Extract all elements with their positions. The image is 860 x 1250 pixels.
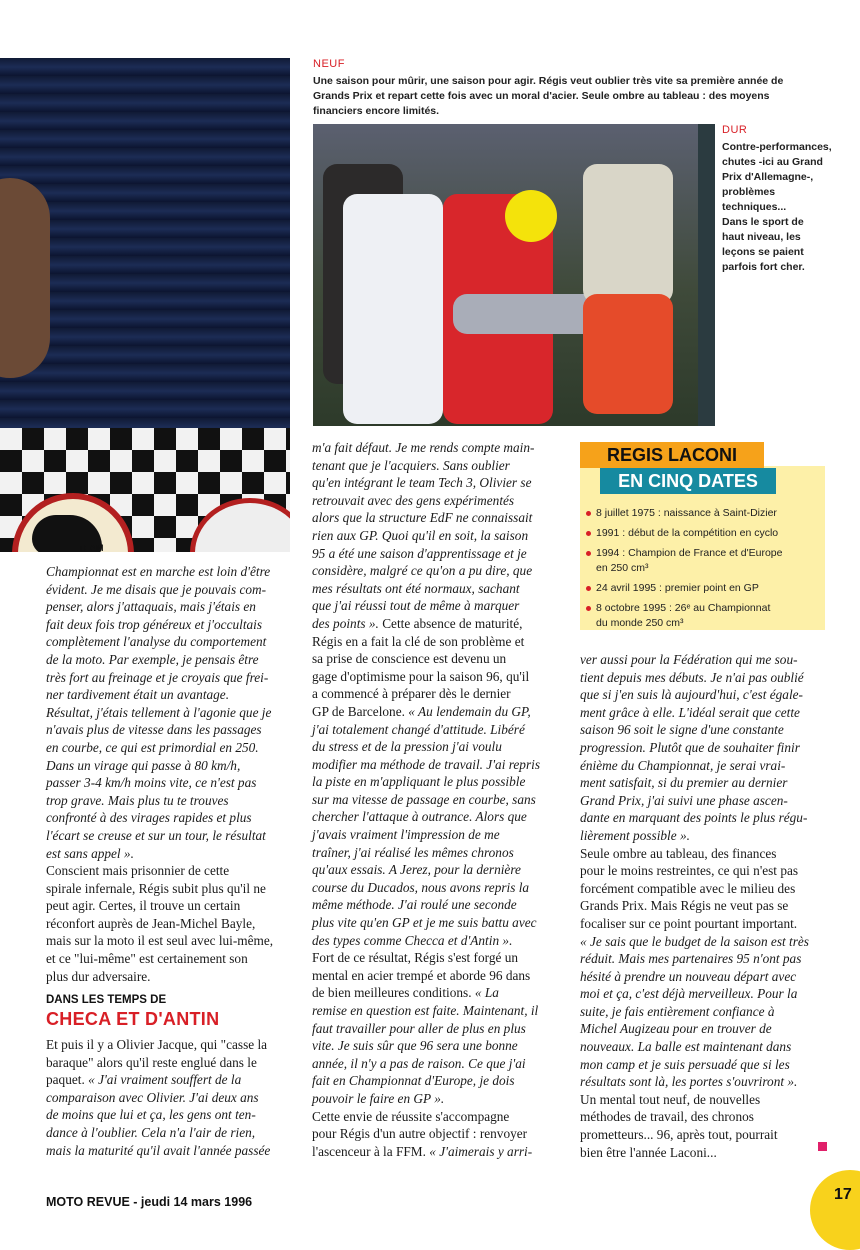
text-line	[312, 650, 561, 668]
text-segment: pour Régis d'un autre objectif : renvoyer	[312, 1126, 528, 1142]
text-segment: réconfort auprès de Jean-Michel Bayle,	[46, 915, 256, 931]
text-segment: évident. Je me disais que je pouvais com-	[46, 581, 267, 597]
caption-line: haut niveau, les	[722, 231, 801, 243]
text-line	[46, 774, 292, 792]
text-line	[312, 879, 561, 897]
caption-line: financiers encore limités.	[313, 105, 440, 117]
text-line	[312, 1108, 561, 1126]
caption-neuf-tag: NEUF	[313, 58, 345, 70]
text-segment: 95 a été une saison d'apprentissage et je	[312, 545, 527, 561]
text-line	[312, 1125, 561, 1143]
footer-publication: MOTO REVUE - jeudi 14 mars 1996	[46, 1195, 253, 1209]
dates-box-title-2: EN CINQ DATES	[600, 468, 776, 494]
text-segment: ner tardivement était un avantage.	[46, 687, 230, 703]
text-segment: Seule ombre au tableau, des finances	[580, 845, 777, 861]
medic-jacket	[583, 164, 673, 304]
text-line	[46, 809, 292, 827]
text-line	[312, 509, 561, 527]
caption-neuf-text	[313, 74, 813, 119]
text-segment: ment satisfait, si du premier au dernier	[580, 775, 788, 791]
caption-line: chutes -ici au Grand	[722, 156, 823, 168]
text-line	[46, 1071, 292, 1089]
text-segment: tenant que je l'acquiers. Sans oublier	[312, 457, 510, 473]
date-item-line: 1991 : début de la compétition en cyclo	[596, 527, 779, 539]
text-line	[46, 845, 292, 863]
text-line	[46, 897, 292, 915]
text-line	[312, 791, 561, 809]
text-line	[580, 1038, 828, 1056]
text-line	[580, 897, 828, 915]
text-segment: qu'aux essais. A Jerez, pour la dernière	[312, 862, 521, 878]
text-segment: spirale infernale, Régis subit plus qu'il ne	[46, 880, 266, 896]
subheading-title: CHECA ET D'ANTIN	[46, 1009, 220, 1029]
text-line	[580, 1056, 828, 1074]
text-segment: Dans un virage qui passe à 80 km/h,	[46, 757, 241, 773]
text-line	[312, 914, 561, 932]
text-line	[46, 616, 292, 634]
caption-line: Grands Prix et repart cette fois avec un moral d'acier. Seule ombre au tableau : des moyens	[313, 90, 770, 102]
date-item-line: en 250 cm³	[596, 562, 649, 574]
text-segment: plus dur adversaire.	[46, 968, 151, 984]
text-segment: passer 3-4 km/h moins vite, ce n'est pas	[46, 775, 257, 791]
text-line	[580, 721, 828, 739]
text-segment: considère, malgré ce qu'on a pu dire, que	[312, 563, 533, 579]
text-line	[46, 598, 292, 616]
text-line	[46, 581, 292, 599]
text-line	[580, 1020, 828, 1038]
text-line	[46, 1124, 292, 1142]
date-item-line: 8 juillet 1975 : naissance à Saint-Dizier	[596, 507, 777, 519]
text-line	[580, 1091, 828, 1109]
text-segment: la piste en m'appliquant le plus possible	[312, 774, 526, 790]
text-segment: n'avais plus de vitesse dans les passages	[46, 722, 262, 738]
text-segment: Championnat est en marche est loin d'être	[46, 564, 271, 579]
text-segment: l'ascenceur à la FFM.	[312, 1143, 430, 1159]
text-segment: mental en acier trempé et aborde 96 dans	[312, 967, 531, 983]
date-item-line: 24 avril 1995 : premier point en GP	[596, 582, 759, 594]
caption-line: Prix d'Allemagne-,	[722, 171, 814, 183]
text-segment: retrouvait avec des gens expérimentés	[312, 492, 515, 508]
text-segment: dante en marquant des points le plus régu-	[580, 810, 808, 826]
marshal-white-suit	[343, 194, 443, 424]
text-segment: forcément compatible avec le milieu des	[580, 880, 796, 896]
article-column-2	[312, 439, 561, 1160]
dates-list	[586, 506, 822, 636]
text-line	[312, 457, 561, 475]
date-item	[586, 526, 822, 541]
text-segment: chercher l'attaque à outrance. Alors que	[312, 809, 527, 825]
text-segment: Un mental tout neuf, de nouvelles	[580, 1091, 761, 1107]
text-segment: Régis en a fait la clé de son problème et	[312, 633, 525, 649]
article-column-1-top	[46, 563, 292, 985]
text-segment: nouveaux. La balle est maintenant dans	[580, 1039, 792, 1055]
text-segment: focaliser sur ce point pourtant important.	[580, 915, 798, 931]
caption-line: problèmes	[722, 186, 776, 198]
text-line	[580, 1126, 828, 1144]
yellow-helmet	[505, 190, 557, 242]
text-segment: saison 96 soit le signe d'une constante	[580, 722, 784, 738]
text-segment: trop grave. Mais plus tu te trouves	[46, 792, 229, 808]
caption-line: Une saison pour mûrir, une saison pour agir. Régis veut oublier très vite sa première année de	[313, 75, 784, 87]
text-segment: « J'aimerais y arri-	[429, 1143, 533, 1159]
text-line	[312, 826, 561, 844]
text-segment: très fort au freinage et je croyais que frei-	[46, 669, 269, 685]
text-segment: penser, alors j'attaquais, mais j'étais en	[46, 599, 256, 615]
text-segment: ver aussi pour la Fédération qui me sou-	[580, 652, 798, 667]
text-segment: mais la maturité qu'il avait l'année passée	[46, 1142, 271, 1158]
rider-head	[0, 178, 50, 378]
dates-box-title-1: REGIS LACONI	[580, 442, 764, 468]
text-line	[580, 651, 828, 669]
fence-post	[698, 124, 715, 426]
medic-trousers	[583, 294, 673, 414]
text-segment: GP de Barcelone.	[312, 703, 409, 719]
caption-dur-text	[722, 140, 857, 275]
text-segment: Grands Prix. Mais Régis ne veut pas se	[580, 898, 789, 914]
text-line	[312, 1055, 561, 1073]
caption-line: parfois fort cher.	[722, 261, 805, 273]
text-segment: j'ai totalement changé d'attitude. Libéré	[312, 721, 525, 737]
text-segment: course du Ducados, nous avons repris la	[312, 879, 530, 895]
text-segment: des types comme Checca et d'Antin ».	[312, 932, 513, 948]
text-segment: confronté à des virages rapides et plus	[46, 810, 252, 826]
text-segment: Résultat, j'étais tellement à l'agonie que je	[46, 704, 272, 720]
text-segment: mais sur la moto il est seul avec lui-même,	[46, 933, 274, 949]
text-segment: modifier ma méthode de travail. J'ai repris	[312, 756, 540, 772]
text-line	[312, 1020, 561, 1038]
text-segment: de moins que lui et ça, les gens ont ten-	[46, 1107, 256, 1123]
text-segment: « Je sais que le budget de la saison est très	[580, 933, 809, 949]
text-segment: qu'en intégrant le team Tech 3, Olivier se	[312, 475, 532, 491]
text-line	[312, 633, 561, 651]
article-column-3	[580, 651, 828, 1161]
text-segment: méthodes de travail, des chronos	[580, 1109, 754, 1125]
text-segment: mon camp et je suis persuadé que si les	[580, 1056, 790, 1072]
text-segment: vite. Je suis sûr que 96 sera une bonne	[312, 1038, 518, 1054]
text-segment: m'a fait défaut. Je me rends compte main-	[312, 440, 535, 455]
date-item-line: du monde 250 cm³	[596, 617, 684, 629]
page-corner-tab	[810, 1170, 860, 1250]
text-segment: gage d'optimisme pour la saison 96, qu'il	[312, 668, 530, 684]
text-segment: Conscient mais prisonnier de cette	[46, 863, 230, 879]
text-line	[312, 597, 561, 615]
text-segment: faut travailler pour aller de plus en plus	[312, 1020, 526, 1036]
text-line	[46, 932, 292, 950]
text-segment: en courbe, ce qui est primordial en 250.	[46, 739, 259, 755]
text-line	[580, 1073, 828, 1091]
text-line	[312, 932, 561, 950]
text-segment: Cette absence de maturité,	[382, 615, 523, 631]
text-segment: traîner, j'ai réalisé les mêmes chronos	[312, 844, 514, 860]
text-line	[46, 950, 292, 968]
text-segment: et ce "lui-même" est certainement son	[46, 951, 248, 967]
text-line	[312, 1002, 561, 1020]
text-line	[46, 651, 292, 669]
text-line	[312, 1072, 561, 1090]
text-segment: suite, je fais entièrement confiance à	[580, 1003, 775, 1019]
text-line	[46, 563, 292, 581]
text-line	[312, 738, 561, 756]
text-line	[46, 1142, 292, 1160]
text-line	[46, 704, 292, 722]
caption-line: leçons se paient	[722, 246, 804, 258]
text-line	[580, 862, 828, 880]
text-line	[46, 880, 292, 898]
text-line	[580, 827, 828, 845]
text-segment: réduit. Mais mes partenaires 95 n'ont pas	[580, 951, 802, 967]
text-segment: sa prise de conscience est devenu un	[312, 651, 507, 667]
date-item	[586, 601, 822, 631]
article-column-1-bottom	[46, 1036, 292, 1159]
text-segment: du stress et de la pression j'ai voulu	[312, 739, 502, 755]
text-line	[580, 915, 828, 933]
text-line	[312, 668, 561, 686]
date-item	[586, 506, 822, 521]
date-item-line: 1994 : Champion de France et d'Europe	[596, 547, 783, 559]
text-segment: peut agir. Certes, il trouve un certain	[46, 898, 241, 914]
date-item	[586, 546, 822, 576]
text-segment: année, il n'y a pas de raison. Ce que j'ai	[312, 1055, 526, 1071]
text-line	[46, 792, 292, 810]
text-line	[46, 686, 292, 704]
text-segment: « La	[474, 985, 499, 1001]
text-segment: fait deux fois trop généreux et j'occultais	[46, 616, 263, 632]
end-of-article-mark	[818, 1142, 827, 1151]
text-segment: bien être l'année Laconi...	[580, 1144, 717, 1160]
caption-line: techniques...	[722, 201, 787, 213]
text-line	[312, 949, 561, 967]
text-line	[580, 880, 828, 898]
photo-rider-portrait	[0, 58, 290, 552]
text-line	[580, 950, 828, 968]
text-segment: résultats sont là, les portes s'ouvriront ».	[580, 1074, 798, 1090]
page-number: 17	[834, 1186, 852, 1203]
text-line	[580, 739, 828, 757]
text-segment: a commencé à préparer dès le dernier	[312, 686, 511, 702]
text-line	[312, 527, 561, 545]
text-line	[580, 985, 828, 1003]
text-segment: lièrement possible ».	[580, 827, 690, 843]
badge-team-label: TEAM	[78, 543, 104, 552]
text-segment: tient depuis mes débuts. Je n'ai pas oublié	[580, 669, 804, 685]
text-line	[46, 721, 292, 739]
text-segment: Grand Prix, j'ai suivi une phase ascen-	[580, 792, 788, 808]
text-line	[312, 615, 561, 633]
text-segment: l'écart se creuse et sur un tour, le résultat	[46, 827, 266, 843]
text-line	[580, 933, 828, 951]
text-line	[312, 685, 561, 703]
text-segment: remise en question est faite. Maintenant, il	[312, 1003, 539, 1018]
text-segment: même méthode. J'ai roulé une seconde	[312, 897, 517, 913]
text-line	[46, 862, 292, 880]
text-line	[312, 545, 561, 563]
text-segment: rien aux GP. Quoi qu'il en soit, la saison	[312, 527, 529, 543]
text-segment: fait en Championnat d'Europe, je dois	[312, 1073, 515, 1089]
text-line	[580, 1108, 828, 1126]
text-line	[312, 773, 561, 791]
text-segment: des points ».	[312, 615, 383, 631]
text-line	[46, 915, 292, 933]
text-line	[46, 1054, 292, 1072]
text-line	[312, 967, 561, 985]
text-segment: ment grâce à elle. L'idéal serait que cette	[580, 704, 800, 720]
text-line	[46, 739, 292, 757]
text-line	[312, 756, 561, 774]
caption-line: Dans le sport de	[722, 216, 804, 228]
text-line	[580, 774, 828, 792]
text-segment: dance à l'oublier. Cela n'a l'air de rien,	[46, 1124, 256, 1140]
text-line	[46, 633, 292, 651]
text-line	[580, 686, 828, 704]
caption-line: Contre-performances,	[722, 141, 832, 153]
text-line	[46, 1106, 292, 1124]
text-line	[312, 492, 561, 510]
text-line	[312, 861, 561, 879]
text-segment: « J'ai vraiment souffert de la	[88, 1072, 242, 1088]
text-line	[312, 844, 561, 862]
text-segment: Fort de ce résultat, Régis s'est forgé un	[312, 950, 518, 966]
caption-dur-tag: DUR	[722, 124, 748, 136]
text-line	[580, 792, 828, 810]
text-line	[312, 1037, 561, 1055]
subheading-kicker: DANS LES TEMPS DE	[46, 994, 167, 1006]
text-line	[46, 757, 292, 775]
text-segment: mes résultats ont été normaux, sachant	[312, 580, 520, 596]
text-line	[580, 1144, 828, 1162]
text-line	[312, 562, 561, 580]
text-segment: progression. Plutôt que de souhaiter finir	[580, 739, 800, 755]
text-segment: de la moto. Par exemple, je pensais être	[46, 651, 259, 667]
text-segment: énième du Championnat, je serai vrai-	[580, 757, 786, 773]
text-line	[580, 968, 828, 986]
text-line	[312, 1090, 561, 1108]
text-line	[312, 896, 561, 914]
text-segment: comparaison avec Olivier. J'ai deux ans	[46, 1089, 259, 1105]
text-line	[580, 809, 828, 827]
text-line	[580, 757, 828, 775]
text-line	[312, 984, 561, 1002]
text-segment: pouvoir le faire en GP ».	[312, 1090, 445, 1106]
text-line	[312, 703, 561, 721]
text-segment: complètement l'analyse du comportement	[46, 634, 267, 650]
text-segment: est sans appel ».	[46, 845, 134, 861]
text-segment: Et puis il y a Olivier Jacque, qui "casse la	[46, 1037, 268, 1052]
text-line	[312, 580, 561, 598]
text-segment: pour le moins restreintes, ce qui n'est pas	[580, 863, 799, 879]
photo-crash-stretcher	[313, 124, 715, 426]
text-segment: plus vite qu'en GP et je me suis battu avec	[312, 915, 537, 931]
text-segment: que si j'en suis là aujourd'hui, c'est égale-	[580, 687, 803, 703]
text-segment: « Au lendemain du GP,	[408, 703, 531, 719]
text-line	[312, 1143, 561, 1161]
text-line	[46, 827, 292, 845]
text-line	[46, 1036, 292, 1054]
text-segment: paquet.	[46, 1072, 89, 1088]
text-segment: sur ma vitesse de passage en courbe, sans	[312, 791, 536, 807]
text-line	[312, 474, 561, 492]
text-segment: Cette envie de réussite s'accompagne	[312, 1108, 510, 1124]
text-line	[580, 669, 828, 687]
text-segment: alors que la structure EdF ne connaissait	[312, 510, 533, 526]
text-line	[46, 968, 292, 986]
text-segment: Michel Augizeau pour en trouver de	[580, 1021, 772, 1037]
text-segment: moi et ça, c'est déjà merveilleux. Pour la	[580, 986, 798, 1002]
text-line	[312, 808, 561, 826]
text-segment: j'avais vraiment l'impression de me	[312, 827, 500, 843]
text-segment: hésité à prendre un nouveau départ avec	[580, 968, 797, 984]
text-segment: baraque" alors qu'il reste englué dans le	[46, 1054, 257, 1070]
text-line	[46, 669, 292, 687]
text-line	[46, 1089, 292, 1107]
text-line	[312, 721, 561, 739]
date-item-line: 8 octobre 1995 : 26ᵉ au Championnat	[596, 602, 771, 614]
text-line	[312, 439, 561, 457]
text-line	[580, 845, 828, 863]
date-item	[586, 581, 822, 596]
text-line	[580, 704, 828, 722]
text-segment: prometteurs... 96, après tout, pourrait	[580, 1127, 778, 1143]
text-line	[580, 1003, 828, 1021]
text-segment: que j'ai réussi tout de même à marquer	[312, 598, 520, 614]
text-segment: de bien meilleures conditions.	[312, 985, 475, 1001]
